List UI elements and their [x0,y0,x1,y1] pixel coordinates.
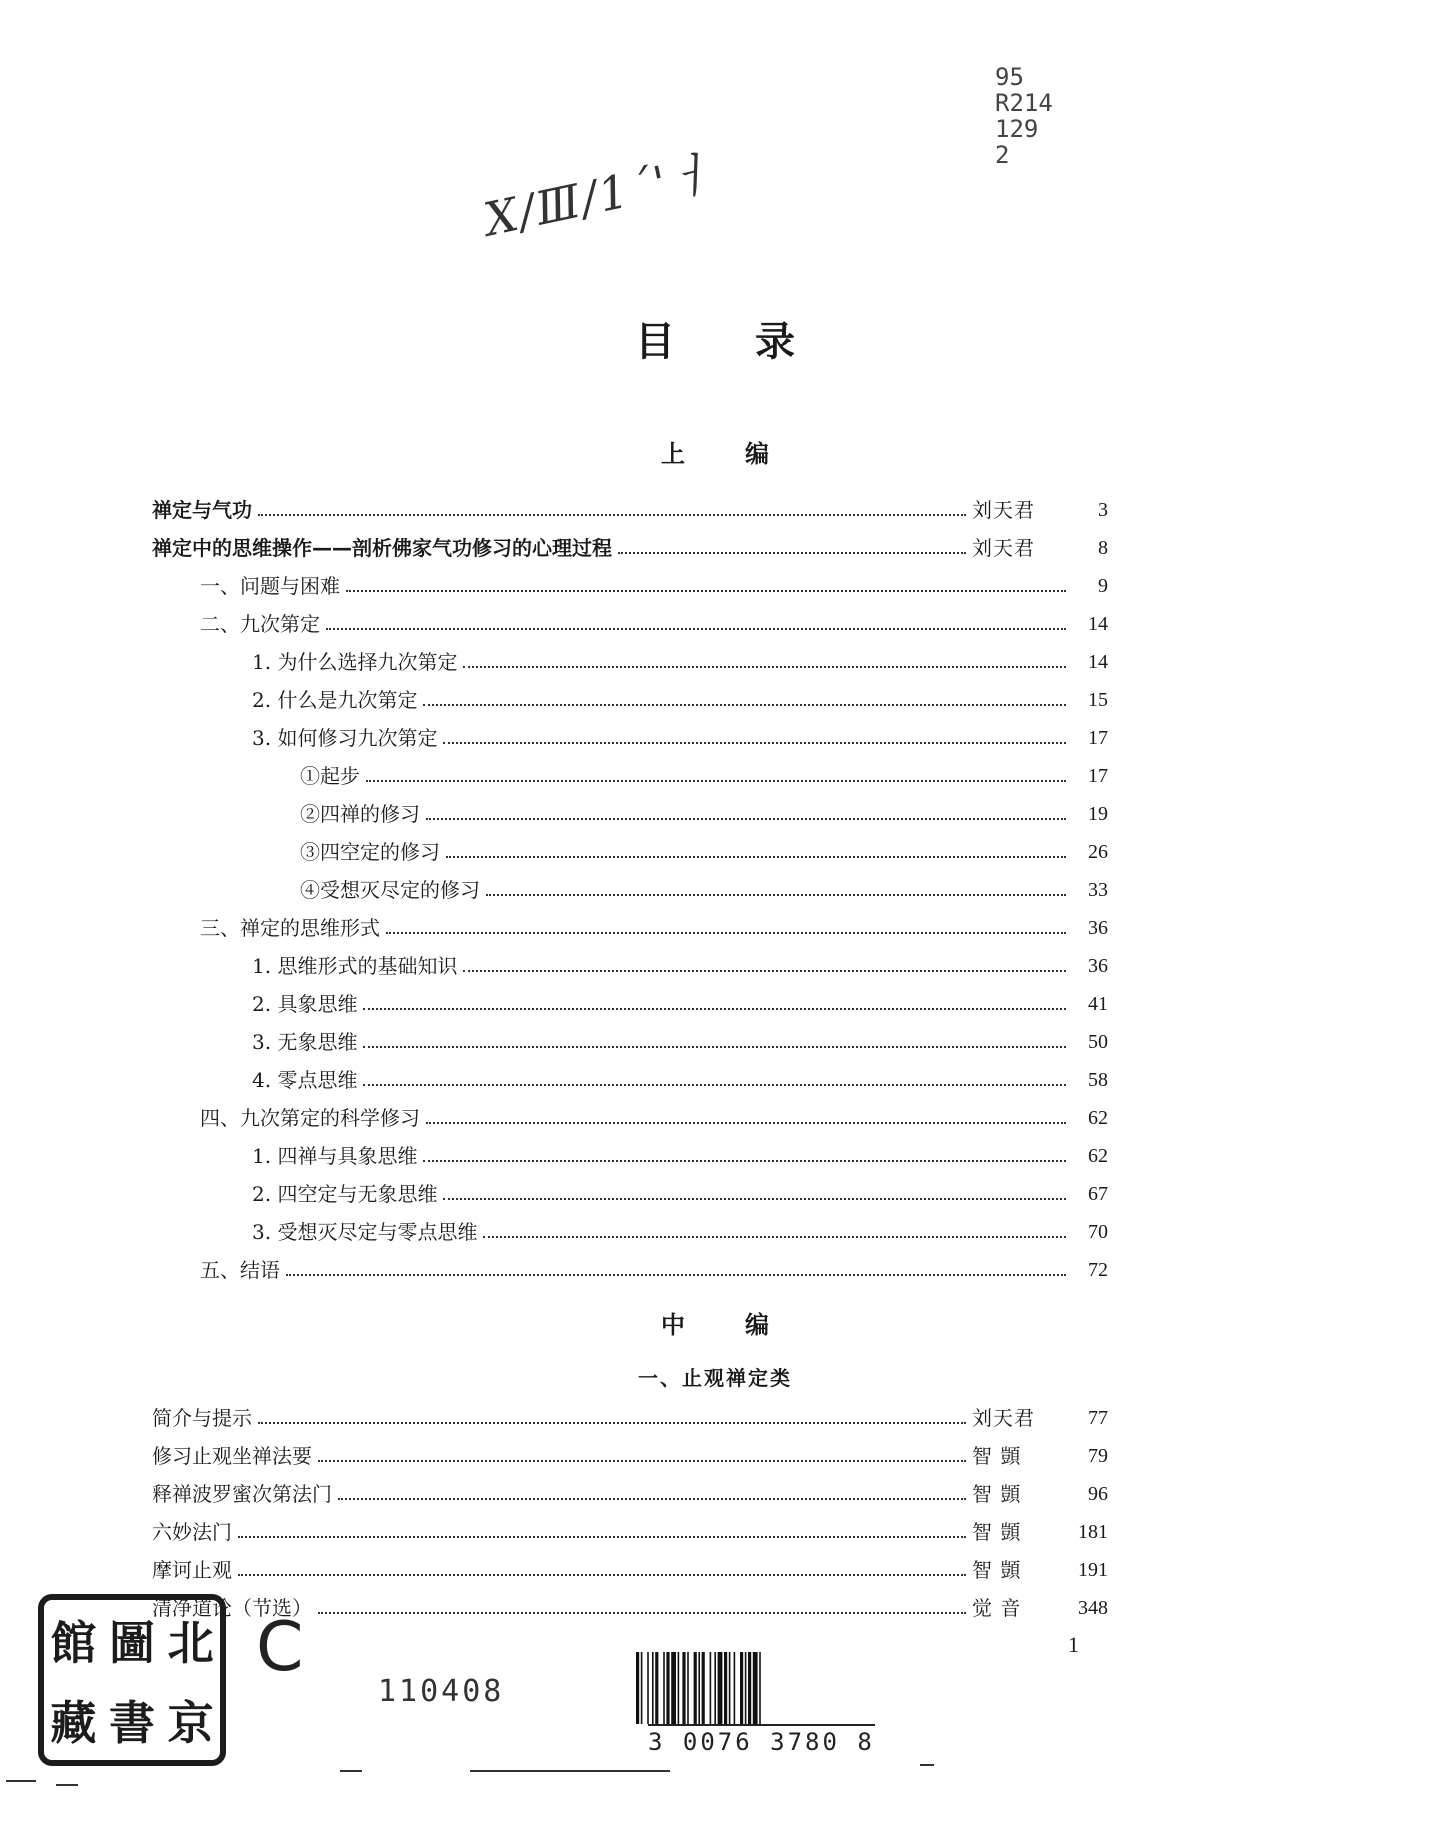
call-number-line: 129 [995,115,1039,143]
dot-leader [238,1536,966,1538]
toc-entry-page: 62 [1088,1145,1108,1167]
toc-entry-page: 36 [1088,955,1108,977]
barcode-bar [698,1652,700,1724]
toc-entry [152,1476,1108,1506]
toc-entry-author: 觉 音 [972,1596,1022,1620]
scan-mark [56,1784,78,1786]
barcode-bar [666,1652,669,1724]
toc-entry-page: 9 [1098,575,1108,597]
barcode-bar [753,1652,758,1724]
toc-entry-title: 修习止观坐禅法要 [152,1444,312,1468]
toc-entry [252,1062,1108,1092]
stamp-letter: C [256,1608,304,1687]
toc-entry-author: 刘天君 [972,536,1035,560]
toc-entry-title: 二、九次第定 [200,612,320,636]
toc-entry-title: 3. 如何修习九次第定 [252,726,438,750]
toc-entry [300,834,1108,864]
toc-entry [152,492,1108,522]
toc-entry-title: 五、结语 [200,1258,280,1282]
toc-entry-page: 70 [1088,1221,1108,1243]
dot-leader [446,856,1066,858]
toc-entry-page: 17 [1088,727,1108,749]
toc-entry [300,872,1108,902]
barcode-bar [652,1652,654,1724]
dot-leader [386,932,1066,934]
library-stamp [38,1594,226,1766]
barcode-bar [734,1652,736,1724]
toc-entry [200,606,1108,636]
barcode-bar [671,1652,676,1724]
stamp-character: 館 [50,1616,97,1670]
toc-entry-title: 禅定与气功 [152,498,252,522]
accession-number: 110408 [378,1674,505,1709]
toc-entry-title: 2. 四空定与无象思维 [252,1182,438,1206]
barcode-bar [714,1652,716,1724]
dot-leader [483,1236,1066,1238]
toc-entry-page: 191 [1078,1559,1108,1581]
toc-entry-page: 72 [1088,1259,1108,1281]
call-number [995,64,1053,168]
toc-entry [200,1100,1108,1130]
toc-entry [200,910,1108,940]
stamp-character: 書 [108,1696,155,1750]
dot-leader [318,1612,966,1614]
call-number-line: 95 [995,63,1024,91]
dot-leader [238,1574,966,1576]
toc-entry-title: 3. 受想灭尽定与零点思维 [252,1220,478,1244]
toc-entry-author: 智 顗 [972,1444,1022,1468]
scan-mark [920,1764,934,1766]
barcode-bar [687,1652,689,1724]
call-number-line: 2 [995,141,1010,169]
dot-leader [363,1046,1066,1048]
handwritten-note: X/Ⅲ/1ˊ'ㅓ [479,145,720,247]
dot-leader [363,1084,1066,1086]
dot-leader [443,1198,1066,1200]
dot-leader [486,894,1066,896]
toc-entry [300,758,1108,788]
scan-mark [6,1780,36,1782]
toc-entry-page: 15 [1088,689,1108,711]
stamp-character: 京 [167,1696,214,1750]
toc-entry-author: 智 顗 [972,1558,1022,1582]
barcode-bar [718,1652,723,1724]
dot-leader [426,818,1066,820]
toc-entry-title: 清净道论（节选） [152,1596,312,1620]
dot-leader [286,1274,1066,1276]
toc-entry [252,1024,1108,1054]
toc-entry-author: 智 顗 [972,1520,1022,1544]
dot-leader [363,1008,1066,1010]
stamp-character: 藏 [50,1696,97,1750]
dot-leader [258,1422,966,1424]
barcode-bar [647,1652,649,1724]
dot-leader [443,742,1066,744]
toc-entry-page: 33 [1088,879,1108,901]
barcode [634,1652,896,1724]
barcode-bar [710,1652,712,1724]
dot-leader [366,780,1066,782]
toc-entry [252,1214,1108,1244]
toc-entry [200,568,1108,598]
part2-subheading: 一、止观禅定类 [638,1366,792,1390]
toc-entry [252,1138,1108,1168]
toc-entry-page: 41 [1088,993,1108,1015]
toc-entry-page: 19 [1088,803,1108,825]
toc-entry-title: 1. 为什么选择九次第定 [252,650,458,674]
barcode-bar [682,1652,685,1724]
page-title: 目录 [635,319,875,365]
toc-entry-title: ④受想灭尽定的修习 [300,878,480,902]
barcode-bar [745,1652,747,1724]
barcode-number: 3 0076 3780 8 [648,1724,875,1756]
toc-entry-page: 79 [1088,1445,1108,1467]
toc-entry-author: 刘天君 [972,1406,1035,1430]
dot-leader [318,1460,966,1462]
toc-entry-page: 14 [1088,651,1108,673]
part2-heading: 中编 [661,1311,829,1339]
toc-entry-author: 刘天君 [972,498,1035,522]
toc-entry-page: 348 [1078,1597,1108,1619]
toc-entry-author: 智 顗 [972,1482,1022,1506]
dot-leader [338,1498,966,1500]
barcode-bar [740,1652,743,1724]
dot-leader [346,590,1066,592]
toc-entry-title: ①起步 [300,764,360,788]
toc-entry-page: 3 [1098,499,1108,521]
toc-entry [252,644,1108,674]
dot-leader [618,552,966,554]
dot-leader [463,970,1066,972]
barcode-bar [663,1652,665,1724]
toc-entry-title: 释禅波罗蜜次第法门 [152,1482,332,1506]
stamp-character: 北 [167,1616,214,1670]
barcode-bar [702,1652,705,1724]
dot-leader [423,704,1066,706]
toc-entry-title: ③四空定的修习 [300,840,440,864]
toc-entry-title: 1. 思维形式的基础知识 [252,954,458,978]
barcode-bar [694,1652,697,1724]
barcode-bar [678,1652,680,1724]
toc-entry-page: 26 [1088,841,1108,863]
barcode-bar [748,1652,751,1724]
toc-entry-page: 62 [1088,1107,1108,1129]
toc-entry [152,1438,1108,1468]
toc-entry [152,1400,1108,1430]
toc-entry-title: 禅定中的思维操作——剖析佛家气功修习的心理过程 [152,536,612,560]
dot-leader [423,1160,1066,1162]
dot-leader [258,514,966,516]
toc-entry [200,1252,1108,1282]
toc-entry [252,1176,1108,1206]
toc-entry-page: 77 [1088,1407,1108,1429]
toc-entry [252,720,1108,750]
scan-mark [340,1770,362,1772]
toc-entry [300,796,1108,826]
toc-entry-title: ②四禅的修习 [300,802,420,826]
toc-entry-page: 17 [1088,765,1108,787]
toc-entry-page: 181 [1078,1521,1108,1543]
toc-entry-page: 14 [1088,613,1108,635]
dot-leader [326,628,1066,630]
toc-entry-title: 2. 什么是九次第定 [252,688,418,712]
toc-entry [252,682,1108,712]
toc-entry-page: 8 [1098,537,1108,559]
dot-leader [426,1122,1066,1124]
dot-leader [463,666,1066,668]
part1-heading: 上编 [661,440,829,468]
toc-entry [152,530,1108,560]
toc-entry [252,986,1108,1016]
toc-entry [252,948,1108,978]
barcode-bar [724,1652,727,1724]
toc-entry-title: 简介与提示 [152,1406,252,1430]
toc-entry-title: 一、问题与困难 [200,574,340,598]
page-number: 1 [1068,1632,1079,1657]
toc-entry-page: 96 [1088,1483,1108,1505]
toc-entry [152,1514,1108,1544]
call-number-line: R214 [995,89,1053,117]
toc-entry-title: 3. 无象思维 [252,1030,358,1054]
toc-entry [152,1552,1108,1582]
toc-entry-page: 50 [1088,1031,1108,1053]
barcode-bar [641,1652,643,1724]
toc-entry-page: 58 [1088,1069,1108,1091]
stamp-character: 圖 [108,1616,155,1670]
toc-entry-page: 67 [1088,1183,1108,1205]
barcode-bar [636,1652,639,1724]
toc-entry-title: 六妙法门 [152,1520,232,1544]
toc-entry-title: 1. 四禅与具象思维 [252,1144,418,1168]
toc-entry-title: 摩诃止观 [152,1558,232,1582]
barcode-bar [759,1652,761,1724]
toc-entry-title: 2. 具象思维 [252,992,358,1016]
barcode-bar [655,1652,658,1724]
toc-entry-title: 四、九次第定的科学修习 [200,1106,420,1130]
toc-entry-title: 三、禅定的思维形式 [200,916,380,940]
barcode-bar [729,1652,731,1724]
toc-entry-page: 36 [1088,917,1108,939]
toc-entry-title: 4. 零点思维 [252,1068,358,1092]
scan-mark [470,1770,670,1772]
